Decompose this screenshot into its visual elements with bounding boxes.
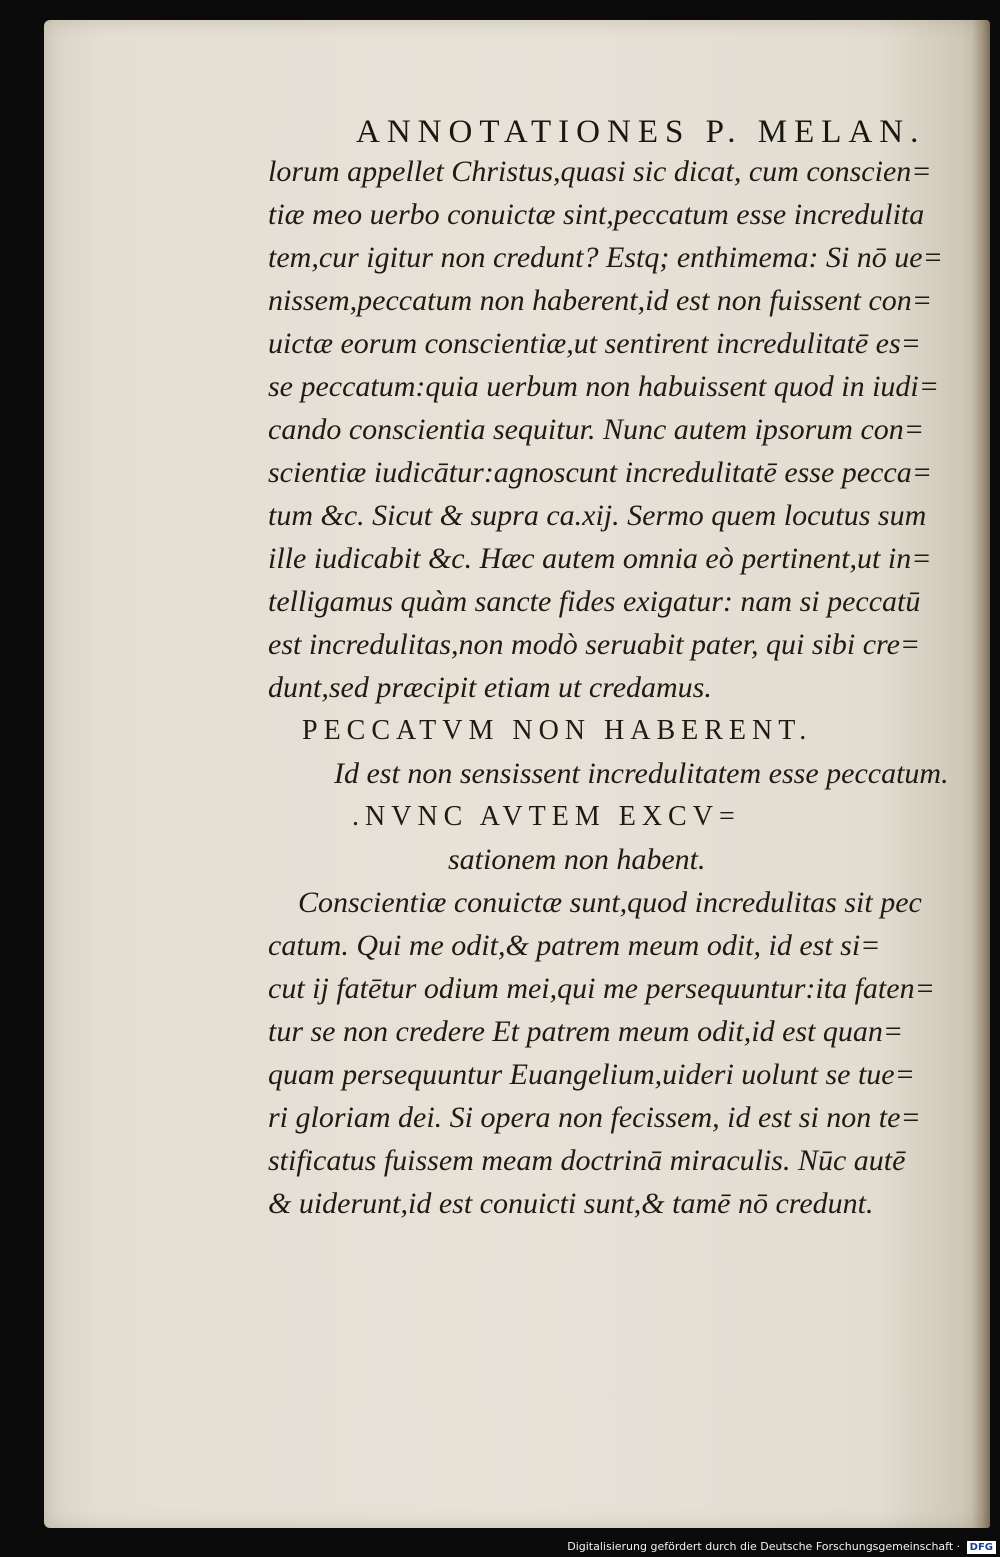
page-body: [268, 150, 958, 1225]
text-line: catum. Qui me odit,& patrem meum odit, id est si=: [268, 929, 881, 962]
text-line: quam persequuntur Euangelium,uideri uolunt se tue=: [268, 1058, 915, 1091]
text-line: tiæ meo uerbo conuictæ sint,peccatum esse incredulita: [268, 198, 925, 231]
running-head: ANNOTATIONES P. MELAN.: [356, 114, 926, 150]
gloss-line: Id est non sensissent incredulitatem esse peccatum.: [334, 757, 949, 790]
text-line: lorum appellet Christus,quasi sic dicat, cum conscien=: [268, 155, 932, 188]
text-line: cut ij fatētur odium mei,qui me persequuntur:ita faten=: [268, 972, 935, 1005]
page-edge-shadow: [972, 20, 990, 1528]
text-line: ille iudicabit &c. Hæc autem omnia eò pertinent,ut in=: [268, 542, 932, 575]
text-line: stificatus fuissem meam doctrinā miraculis. Nūc autē: [268, 1144, 906, 1177]
text-line: scientiæ iudicātur:agnoscunt incredulitatē esse pecca=: [268, 456, 932, 489]
digitization-credit: Digitalisierung gefördert durch die Deutsche Forschungsgemeinschaft ·: [567, 1540, 961, 1553]
dfg-logo-icon: DFG: [967, 1541, 996, 1554]
text-line: & uiderunt,id est conuicti sunt,& tamē nō credunt.: [268, 1187, 874, 1220]
book-page: [44, 20, 990, 1528]
section-heading: PECCATVM NON HABERENT.: [302, 715, 813, 746]
text-line: se peccatum:quia uerbum non habuissent quod in iudi=: [268, 370, 940, 403]
text-line: Conscientiæ conuictæ sunt,quod incredulitas sit pec: [298, 886, 922, 919]
section-heading: .NVNC AVTEM EXCV=: [352, 801, 741, 832]
text-line: tur se non credere Et patrem meum odit,id est quan=: [268, 1015, 904, 1048]
text-line: tum &c. Sicut & supra ca.xij. Sermo quem locutus sum: [268, 499, 927, 532]
text-line: uictæ eorum conscientiæ,ut sentirent incredulitatē es=: [268, 327, 921, 360]
text-line: nissem,peccatum non haberent,id est non fuissent con=: [268, 284, 933, 317]
text-line: est incredulitas,non modò seruabit pater, qui sibi cre=: [268, 628, 921, 661]
text-line: cando conscientia sequitur. Nunc autem ipsorum con=: [268, 413, 925, 446]
text-line: ri gloriam dei. Si opera non fecissem, id est si non te=: [268, 1101, 921, 1134]
section-heading-continuation: sationem non habent.: [448, 843, 706, 876]
text-line: dunt,sed præcipit etiam ut credamus.: [268, 671, 712, 704]
digitization-credit-bar: [0, 1536, 1000, 1557]
text-line: tem,cur igitur non credunt? Estq; enthimema: Si nō ue=: [268, 241, 943, 274]
text-line: telligamus quàm sancte fides exigatur: nam si peccatū: [268, 585, 921, 618]
